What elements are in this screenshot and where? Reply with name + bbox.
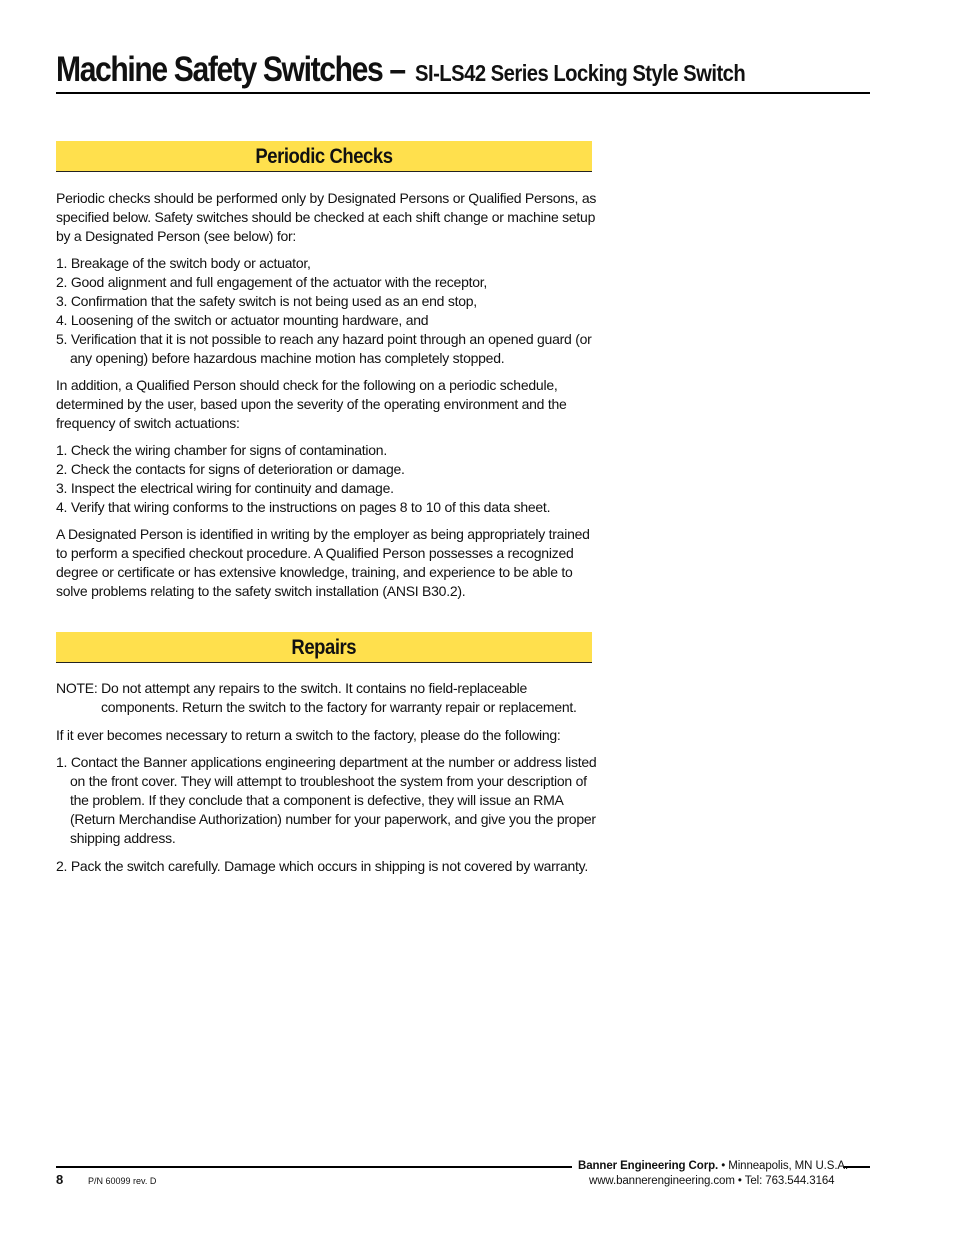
page-title bbox=[56, 50, 870, 94]
section-heading-label: Repairs bbox=[291, 636, 357, 659]
periodic-schedule-list bbox=[56, 441, 601, 517]
list-item: 3. Inspect the electrical wiring for continuity and damage. bbox=[56, 480, 394, 496]
repairs-list bbox=[56, 753, 601, 876]
qualified-person-para: In addition, a Qualified Person should check for the following on a periodic schedule, determined by the user, based upon the severity of the operating environment and the frequency of switch actuations: bbox=[56, 377, 567, 431]
periodic-checks-body bbox=[56, 189, 601, 609]
section-heading-repairs bbox=[56, 632, 592, 663]
list-item: 4. Verify that wiring conforms to the instructions on pages 8 to 10 of this data sheet. bbox=[56, 499, 551, 515]
list-item: 1. Check the wiring chamber for signs of contamination. bbox=[56, 442, 387, 458]
part-number: P/N 60099 rev. D bbox=[88, 1176, 157, 1186]
company-name: Banner Engineering Corp. bbox=[578, 1160, 719, 1172]
periodic-intro: Periodic checks should be performed only by Designated Persons or Qualified Persons, as specified below. Safety switches should be checked at each shift change or machine setup by a Designated Person (see below) for: bbox=[56, 190, 597, 244]
footer-rule-left bbox=[56, 1166, 572, 1168]
list-item: 3. Confirmation that the safety switch is not being used as an end stop, bbox=[56, 293, 477, 309]
company-info bbox=[578, 1160, 848, 1172]
repairs-intro: If it ever becomes necessary to return a switch to the factory, please do the following: bbox=[56, 727, 561, 743]
section-heading-periodic-checks bbox=[56, 141, 592, 172]
definitions-para: A Designated Person is identified in writing by the employer as being appropriately trained to perform a specified checkout procedure. A Qualified Person possesses a recognized degree or certificate or has extensive knowledge, training, and experience to be able to solve problems relating to the safety switch installation (ANSI B30.2). bbox=[56, 526, 590, 599]
section-heading-label: Periodic Checks bbox=[255, 145, 393, 168]
list-item: 2. Good alignment and full engagement of the actuator with the receptor, bbox=[56, 274, 488, 290]
repairs-body bbox=[56, 679, 601, 884]
list-item: 1. Breakage of the switch body or actuator, bbox=[56, 255, 311, 271]
title-subtitle: SI-LS42 Series Locking Style Switch bbox=[415, 60, 746, 86]
repairs-note: NOTE: Do not attempt any repairs to the switch. It contains no field-replaceable components. Return the switch to the factory for warranty repair or replacement. bbox=[56, 680, 577, 715]
list-item: 2. Check the contacts for signs of deterioration or damage. bbox=[56, 461, 405, 477]
page-number: 8 bbox=[56, 1172, 64, 1187]
list-item: 1. Contact the Banner applications engineering department at the number or address listed on the front cover. They will attempt to troubleshoot the system from your description of the problem. If they conclude that a component is defective, they will issue an RMA (Return Merchandise Authorization) number for your paperwork, and give you the proper shipping address. bbox=[56, 754, 597, 846]
shift-check-list bbox=[56, 254, 601, 368]
list-item: 2. Pack the switch carefully. Damage which occurs in shipping is not covered by warranty. bbox=[56, 858, 589, 874]
list-item: 5. Verification that it is not possible to reach any hazard point through an opened guard (or any opening) before hazardous machine motion has completely stopped. bbox=[56, 331, 592, 366]
contact-info: www.bannerengineering.com • Tel: 763.544.3164 bbox=[589, 1175, 835, 1187]
list-item: 4. Loosening of the switch or actuator mounting hardware, and bbox=[56, 312, 429, 328]
title-main: Machine Safety Switches – bbox=[56, 50, 405, 89]
company-location: • Minneapolis, MN U.S.A. bbox=[718, 1160, 849, 1172]
